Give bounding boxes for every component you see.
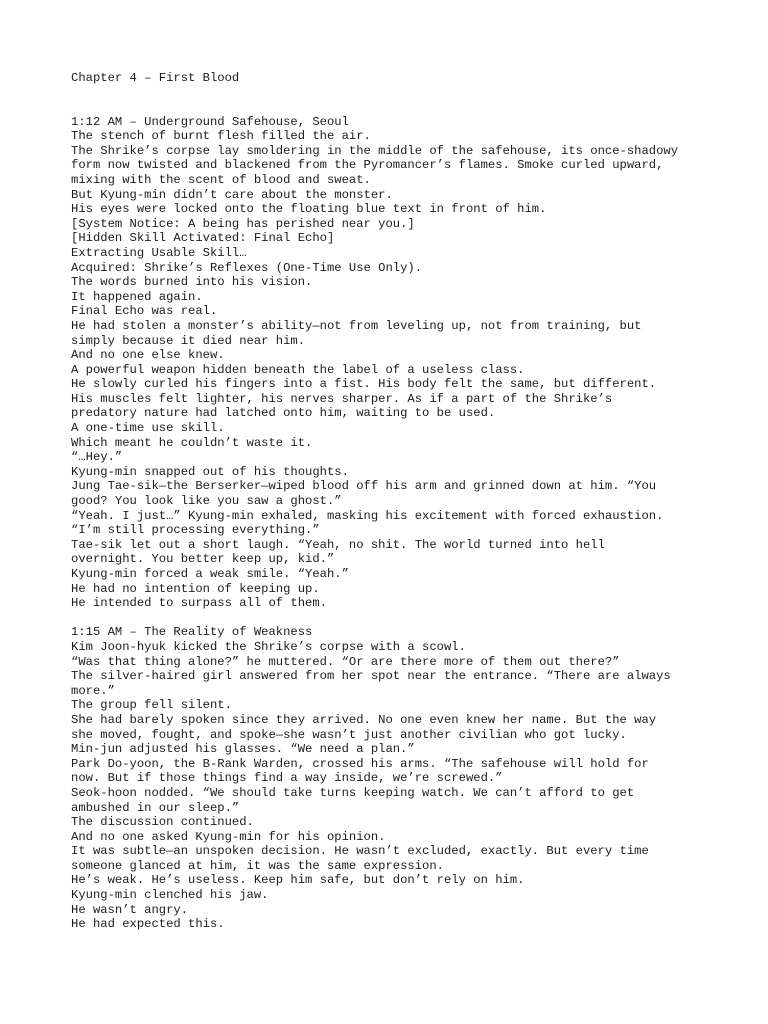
section-safehouse: [71, 115, 711, 611]
system-notice: Acquired: Shrike’s Reflexes (One-Time Use Only).: [71, 260, 423, 275]
section-heading: 1:12 AM – Underground Safehouse, Seoul: [71, 114, 349, 129]
paragraph: Seok-hoon nodded. “We should take turns keeping watch. We can’t afford to get ambushed in our sleep.”: [71, 785, 635, 815]
paragraph: And no one else knew.: [71, 348, 225, 363]
paragraph: Final Echo was real.: [71, 304, 218, 319]
paragraph: The silver-haired girl answered from her spot near the entrance. “There are always more.”: [71, 669, 671, 698]
paragraph: He slowly curled his fingers into a fist. His body felt the same, but different. His muscles felt lighter, his nerves sharper. As if a part of the Shrike’s predatory nature had latched onto him, waiting to be used.: [71, 377, 657, 421]
paragraph: “…Hey.”: [71, 450, 123, 465]
paragraph: He wasn’t angry.: [71, 902, 189, 917]
paragraph: And no one asked Kyung-min for his opinion.: [71, 829, 386, 844]
paragraph: She had barely spoken since they arrived. No one even knew her name. But the way she moved, fought, and spoke—she wasn’t just another civilian who got lucky.: [71, 712, 657, 742]
paragraph: The stench of burnt flesh filled the air.: [71, 129, 371, 144]
paragraph: “Yeah. I just…” Kyung-min exhaled, masking his excitement with forced exhaustion. “I’m still processing everything.”: [71, 508, 664, 538]
document-page: [71, 71, 711, 946]
paragraph: A one-time use skill.: [71, 421, 225, 436]
paragraph: It happened again.: [71, 289, 203, 304]
paragraph: His eyes were locked onto the floating blue text in front of him.: [71, 202, 547, 217]
system-notice: [System Notice: A being has perished near you.]: [71, 216, 415, 231]
paragraph: Kyung-min snapped out of his thoughts.: [71, 464, 349, 479]
paragraph: The Shrike’s corpse lay smoldering in the middle of the safehouse, its once-shadowy form now twisted and blackened from the Pyromancer’s flames. Smoke curled upward, mixing with the scent of blood and sweat.: [71, 143, 679, 187]
paragraph: Park Do-yoon, the B-Rank Warden, crossed his arms. “The safehouse will hold for now. But if those things find a way inside, we’re screwed.”: [71, 756, 649, 786]
paragraph: He had expected this.: [71, 917, 225, 932]
paragraph: He’s weak. He’s useless. Keep him safe, but don’t rely on him.: [71, 873, 525, 888]
paragraph: Tae-sik let out a short laugh. “Yeah, no shit. The world turned into hell overnight. You better keep up, kid.”: [71, 537, 605, 567]
system-notice: Extracting Usable Skill…: [71, 245, 247, 260]
paragraph: “Was that thing alone?” he muttered. “Or are there more of them out there?”: [71, 654, 620, 669]
paragraph: Kyung-min forced a weak smile. “Yeah.”: [71, 567, 349, 581]
paragraph: Which meant he couldn’t waste it.: [71, 435, 313, 450]
paragraph: He had no intention of keeping up.: [71, 581, 320, 596]
paragraph: A powerful weapon hidden beneath the label of a useless class.: [71, 362, 525, 377]
paragraph: Kyung-min clenched his jaw.: [71, 888, 269, 903]
section-reality-of-weakness: [71, 625, 711, 931]
paragraph: Kim Joon-hyuk kicked the Shrike’s corpse with a scowl.: [71, 639, 466, 654]
paragraph: The words burned into his vision.: [71, 275, 313, 290]
section-heading: 1:15 AM – The Reality of Weakness: [71, 625, 313, 640]
paragraph: The group fell silent.: [71, 698, 232, 713]
paragraph: He had stolen a monster’s ability—not from leveling up, not from training, but simply because it died near him.: [71, 318, 642, 348]
chapter-title: Chapter 4 – First Blood: [71, 71, 240, 85]
paragraph: It was subtle—an unspoken decision. He wasn’t excluded, exactly. But every time someone glanced at him, it was the same expression.: [71, 844, 649, 873]
paragraph: Min-jun adjusted his glasses. “We need a plan.”: [71, 742, 415, 757]
system-notice: [Hidden Skill Activated: Final Echo]: [71, 231, 335, 246]
paragraph: Jung Tae-sik—the Berserker—wiped blood off his arm and grinned down at him. “You good? You look like you saw a ghost.”: [71, 479, 657, 509]
paragraph: The discussion continued.: [71, 815, 254, 830]
paragraph: But Kyung-min didn’t care about the monster.: [71, 187, 393, 202]
paragraph: He intended to surpass all of them.: [71, 596, 327, 611]
